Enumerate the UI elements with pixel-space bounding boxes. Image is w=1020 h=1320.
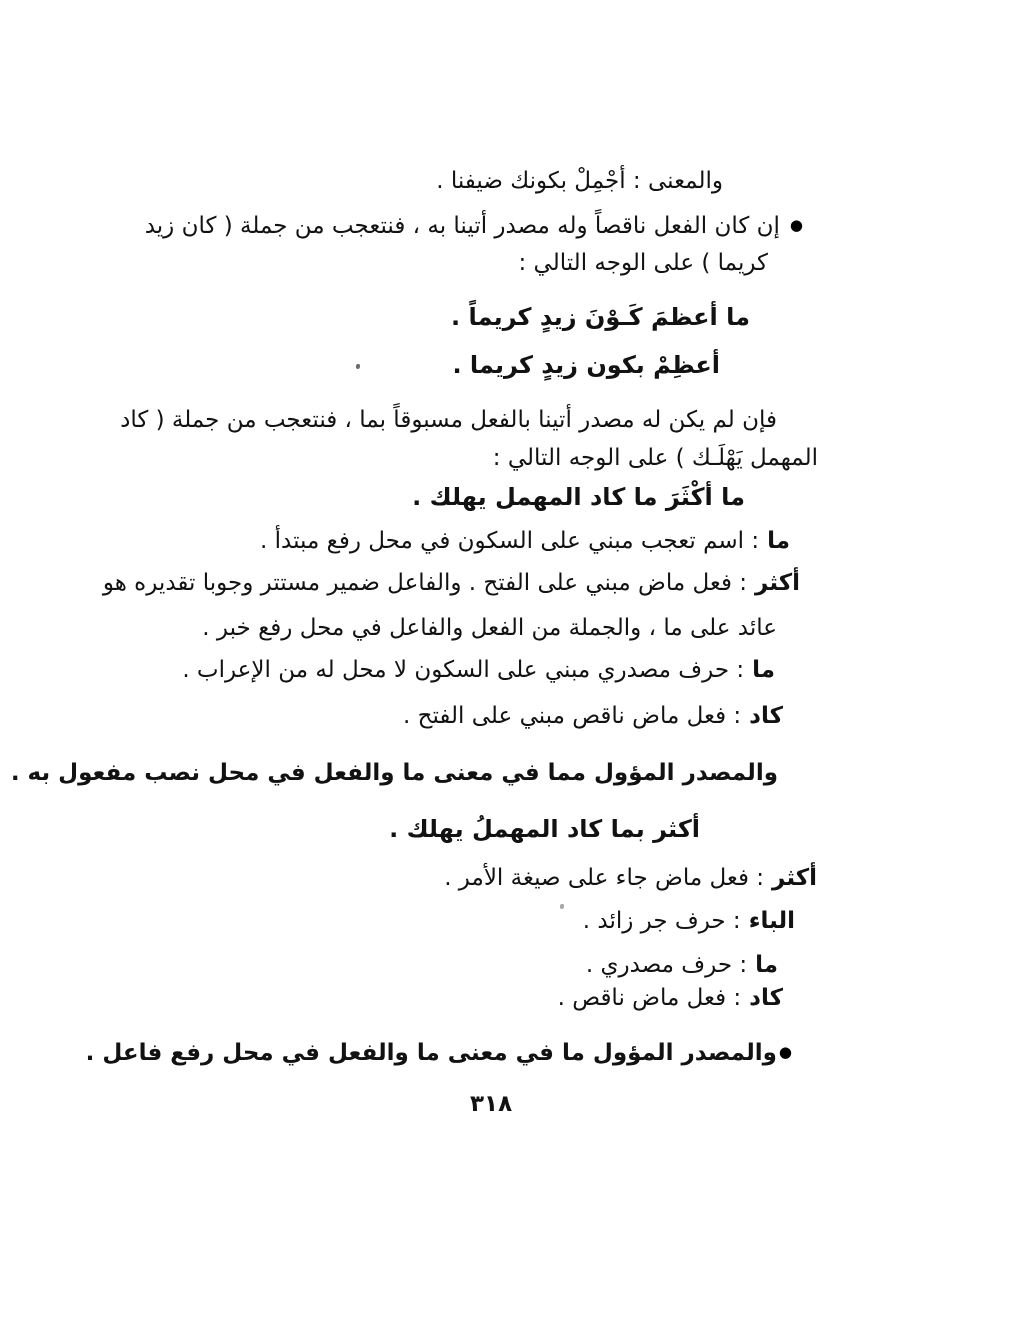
masdar-muawwal-rafa-line: [86, 1037, 792, 1070]
irab-line-ma-2: [182, 654, 775, 687]
irab-term: كاد: [749, 703, 783, 729]
irab-term: الباء: [748, 908, 795, 934]
irab-definition: : اسم تعجب مبني على السكون في محل رفع مبتدأ .: [260, 528, 760, 554]
masdar-muawwal-nasb-line: والمصدر المؤول مما في معنى ما والفعل في محل نصب مفعول به .: [10, 760, 778, 786]
rule-paragraph-2: فإن لم يكن له مصدر أتينا بالفعل مسبوقاً بما ، فنتعجب من جملة ( كاد: [120, 407, 777, 433]
irab-line-akthar-1-continuation: عائد على ما ، والجملة من الفعل والفاعل في محل رفع خبر .: [202, 615, 777, 641]
irab-line-akthar-2: [444, 862, 817, 895]
irab-term: ما: [752, 657, 775, 683]
irab-definition: : فعل ماض ناقص .: [557, 985, 742, 1011]
irab-line-ma-3: [586, 949, 778, 982]
irab-line-kada-2: [558, 982, 783, 1015]
irab-term: أكثر: [772, 865, 817, 891]
irab-definition: : حرف مصدري .: [585, 952, 748, 978]
rule-paragraph-1-continuation: كريما ) على الوجه التالي :: [518, 250, 768, 276]
irab-term: ما: [767, 528, 790, 554]
bullet-icon: ●: [778, 1043, 792, 1061]
irab-definition: : فعل ماض ناقص مبني على الفتح .: [403, 703, 742, 729]
page-number: ٣١٨: [470, 1091, 513, 1117]
irab-term: كاد: [749, 985, 783, 1011]
scan-speck: [560, 904, 564, 909]
irab-line-baa: [583, 905, 795, 938]
irab-line-ma-1: [260, 525, 790, 558]
rule-paragraph-2-continuation: المهمل يَهْلَـك ) على الوجه التالي :: [492, 445, 818, 471]
example-sentence-4: أكثر بما كاد المهملُ يهلك .: [389, 815, 700, 843]
irab-term: أكثر: [755, 570, 800, 596]
rule-paragraph-1-text: إن كان الفعل ناقصاً وله مصدر أتينا به ، فنتعجب من جملة ( كان زيد: [144, 213, 780, 239]
irab-definition: : فعل ماض مبني على الفتح . والفاعل ضمير مستتر وجوبا تقديره هو: [102, 570, 748, 596]
irab-definition: : حرف جر زائد .: [582, 908, 741, 934]
example-sentence-3: ما أكْثَرَ ما كاد المهمل يهلك .: [412, 483, 745, 511]
example-sentence-2: أعظِمْ بكون زيدٍ كريما .: [452, 351, 720, 379]
masdar-muawwal-rafa-text: والمصدر المؤول ما في معنى ما والفعل في محل رفع فاعل .: [85, 1040, 777, 1066]
irab-line-akthar-1: [103, 567, 800, 600]
irab-definition: : فعل ماض جاء على صيغة الأمر .: [444, 865, 765, 891]
scan-speck: [356, 364, 360, 369]
bullet-icon: ●: [789, 216, 803, 234]
irab-term: ما: [755, 952, 778, 978]
example-sentence-1: ما أعظمَ كَـوْنَ زيدٍ كريماً .: [451, 303, 750, 331]
rule-paragraph-1: [145, 210, 803, 243]
irab-definition: : حرف مصدري مبني على السكون لا محل له من الإعراب .: [182, 657, 745, 683]
irab-line-kada-1: [403, 700, 783, 733]
meaning-line: والمعنى : أجْمِلْ بكونك ضيفنا .: [436, 168, 723, 194]
